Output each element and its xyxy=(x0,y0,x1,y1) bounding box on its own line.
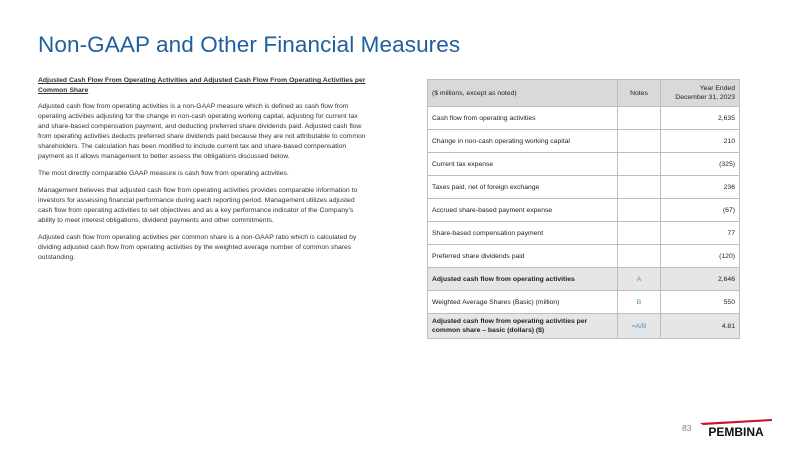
paragraph-management-use: Management believes that adjusted cash flow from operating activities provides comparable information to investors for assessing financial performance during each reporting period. Management utilizes adjusted cash flow from operating activities to set objectives and as a key performance indicator of the Company's ability to meet interest obligations, dividend payments and other commitments. xyxy=(38,187,358,224)
table-row xyxy=(428,153,740,176)
header-notes: Notes xyxy=(618,80,661,107)
page-number: 83 xyxy=(682,423,692,433)
row-notes xyxy=(618,107,661,130)
row-value: 236 xyxy=(661,176,740,199)
row-label: Taxes paid, net of foreign exchange xyxy=(428,176,618,199)
row-value: (120) xyxy=(661,245,740,268)
row-value: 2,646 xyxy=(661,268,740,291)
row-notes xyxy=(618,176,661,199)
table-row xyxy=(428,199,740,222)
paragraph-per-share-ratio: Adjusted cash flow from operating activities per common share is a non-GAAP ratio which is calculated by dividing adjusted cash flow from operating activities by the weighted average number of common shares outstanding. xyxy=(38,234,357,261)
row-notes xyxy=(618,222,661,245)
table-header-row xyxy=(428,80,740,107)
paragraph-comparable-measure: The most directly comparable GAAP measure is cash flow from operating activities. xyxy=(38,170,289,177)
header-label: ($ millions, except as noted) xyxy=(428,80,618,107)
header-year-line1: Year Ended xyxy=(699,85,735,92)
row-label: Adjusted cash flow from operating activities per common share – basic (dollars) ($) xyxy=(428,314,618,339)
table-row xyxy=(428,130,740,153)
paragraph-definition: Adjusted cash flow from operating activities is a non-GAAP measure which is defined as cash flow from operating activities adjusting for the change in non-cash operating working capital, adjusting for current tax and share-based compensation payment, and deducting preferred share dividends paid. Adjusted cash flow from operating activities deducts preferred share dividends paid because they are not attributable to common shareholders. The calculation has been modified to include current tax and share-based compensation payment as it allows management to better assess the obligations discussed below. xyxy=(38,103,366,160)
row-notes: A xyxy=(618,268,661,291)
row-value: (67) xyxy=(661,199,740,222)
table-row xyxy=(428,107,740,130)
row-notes: =A/B xyxy=(618,314,661,339)
row-notes xyxy=(618,153,661,176)
row-label: Cash flow from operating activities xyxy=(428,107,618,130)
row-value: 550 xyxy=(661,291,740,314)
row-label: Share-based compensation payment xyxy=(428,222,618,245)
row-label: Adjusted cash flow from operating activities xyxy=(428,268,618,291)
row-label: Weighted Average Shares (Basic) (million) xyxy=(428,291,618,314)
header-year-ended xyxy=(661,80,740,107)
table-row-highlighted xyxy=(428,314,740,339)
row-value: (325) xyxy=(661,153,740,176)
row-label: Preferred share dividends paid xyxy=(428,245,618,268)
header-year-line2: December 31, 2023 xyxy=(675,94,735,101)
table-row xyxy=(428,176,740,199)
pembina-logo-icon xyxy=(700,417,772,439)
row-value: 77 xyxy=(661,222,740,245)
financial-table xyxy=(427,79,740,339)
section-subheading: Adjusted Cash Flow From Operating Activities and Adjusted Cash Flow From Operating Activities per Common Share xyxy=(38,77,366,94)
logo-wordmark: PEMBINA xyxy=(708,425,764,439)
row-value: 4.81 xyxy=(661,314,740,339)
row-notes: B xyxy=(618,291,661,314)
row-value: 2,635 xyxy=(661,107,740,130)
row-value: 210 xyxy=(661,130,740,153)
row-label: Change in non-cash operating working capital xyxy=(428,130,618,153)
table-row xyxy=(428,245,740,268)
page-title: Non-GAAP and Other Financial Measures xyxy=(38,32,461,57)
row-label: Accrued share-based payment expense xyxy=(428,199,618,222)
row-label: Current tax expense xyxy=(428,153,618,176)
description-column xyxy=(38,76,368,270)
table-row-highlighted xyxy=(428,268,740,291)
row-notes xyxy=(618,245,661,268)
row-notes xyxy=(618,199,661,222)
table-row xyxy=(428,291,740,314)
row-notes xyxy=(618,130,661,153)
table-row xyxy=(428,222,740,245)
